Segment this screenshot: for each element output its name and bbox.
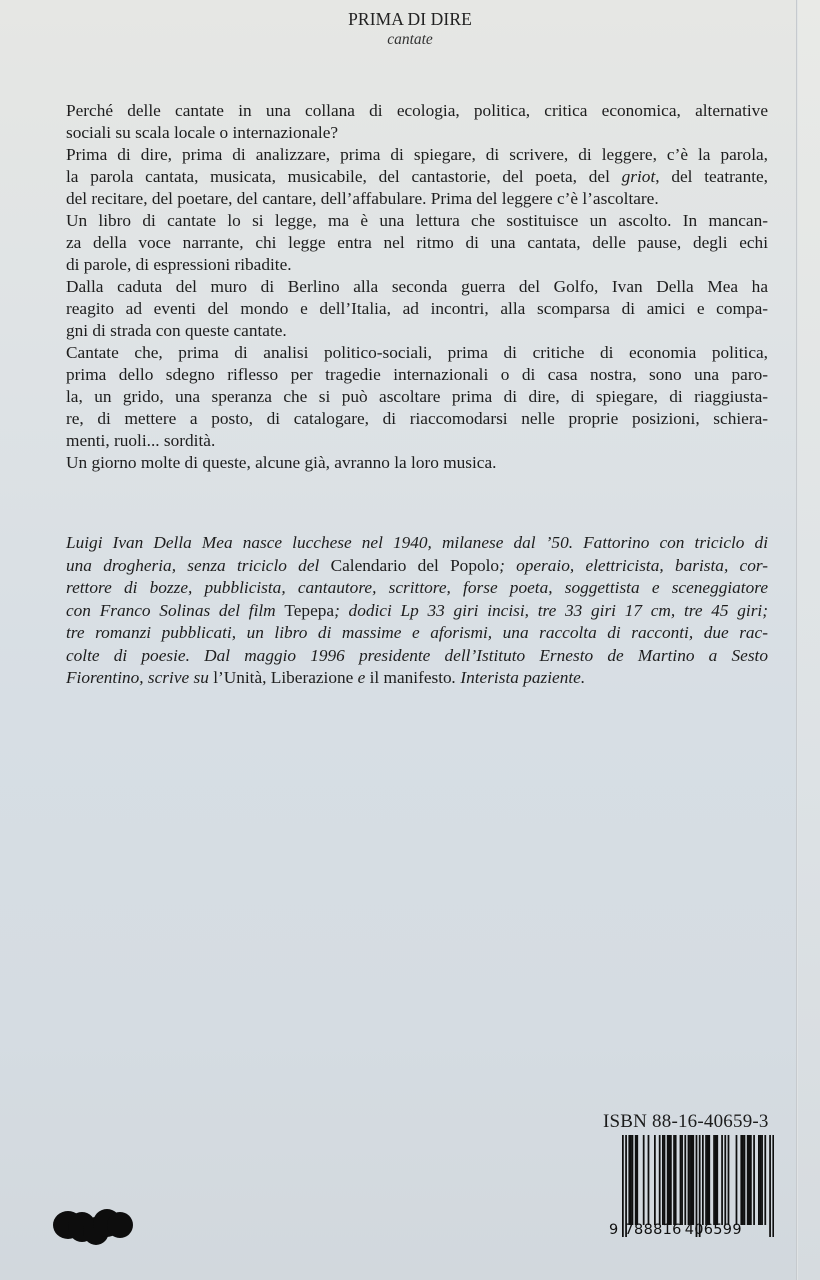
- barcode-bar: [635, 1135, 637, 1225]
- cover-fold-line: [796, 0, 798, 1280]
- barcode-bar: [736, 1135, 738, 1225]
- barcode-bar: [702, 1135, 704, 1225]
- blurb-line: prima dello sdegno riflesso per tragedie internazionali o di casa nostra, sono una paro-: [66, 365, 768, 384]
- barcode-prefix-digit: 9: [609, 1222, 619, 1238]
- blurb-line: [66, 166, 768, 188]
- bio-line: colte di poesie. Dal maggio 1996 presidente dell’Istituto Ernesto de Martino a Sesto: [66, 645, 768, 665]
- blurb-line: re, di mettere a posto, di catalogare, di riaccomodarsi nelle proprie posizioni, schiera-: [66, 409, 768, 428]
- bio-newspaper-title: l’Unità: [213, 668, 263, 687]
- barcode-bar: [636, 1135, 638, 1225]
- barcode-bar: [747, 1135, 749, 1225]
- barcode-bar: [688, 1135, 690, 1225]
- barcode-bar: [764, 1135, 766, 1225]
- barcode-number: [609, 1222, 742, 1238]
- bio-text: . Interista paziente.: [451, 668, 586, 687]
- bio-text: Fiorentino, scrive su: [66, 668, 214, 687]
- barcode-guard-bar: [769, 1135, 771, 1237]
- barcode-bar: [761, 1135, 763, 1225]
- barcode-bar: [716, 1135, 718, 1225]
- bio-film-title: Tepepa: [284, 600, 335, 620]
- bio-text: ,: [262, 668, 271, 687]
- bio-text: ; dodici Lp 33 giri incisi, tre 33 giri 17 cm, tre 45 giri;: [334, 600, 768, 620]
- ink-blot-mark: [52, 1205, 134, 1247]
- barcode-bar: [630, 1135, 632, 1225]
- barcode-bar: [689, 1135, 691, 1225]
- blurb-line: la, un grido, una speranza che si può ascoltare prima di dire, di spiegare, di riaggiusta-: [66, 387, 768, 406]
- blurb-line: del recitare, del poetare, del cantare, dell’affabulare. Prima del leggere c’è l’ascoltare.: [66, 189, 659, 208]
- bio-newspaper-title: il manifesto: [369, 668, 452, 687]
- isbn-label: ISBN 88-16-40659-3: [603, 1111, 769, 1132]
- barcode-bar: [670, 1135, 672, 1225]
- blurb-line: za della voce narrante, chi legge entra nel ritmo di una cantata, delle pause, degli echi: [66, 233, 768, 252]
- bio-text: e: [353, 668, 370, 687]
- bio-text: ; operaio, elettricista, barista, cor-: [499, 555, 768, 575]
- bio-line: Luigi Ivan Della Mea nasce lucchese nel 1940, milanese dal ’50. Fattorino con triciclo di: [66, 533, 768, 552]
- bio-publication-title: Calendario del Popolo: [330, 555, 500, 575]
- barcode-bar: [628, 1135, 630, 1225]
- barcode-bar: [728, 1135, 730, 1225]
- barcode-bar: [662, 1135, 664, 1225]
- bio-line: rettore di bozze, pubblicista, cantautore, scrittore, forse poeta, soggettista e sceneggiatore: [66, 578, 768, 597]
- barcode-bar: [705, 1135, 707, 1225]
- blurb-line: reagito ad eventi del mondo e dell’Italia, ad incontri, alla scomparsa di amici e compa-: [66, 299, 768, 318]
- bio-text: una drogheria, senza triciclo del: [66, 555, 331, 575]
- blurb-line: Perché delle cantate in una collana di ecologia, politica, critica economica, alternative: [66, 101, 768, 120]
- barcode-bar: [713, 1135, 715, 1225]
- barcode-left-digits: 788816: [624, 1222, 682, 1238]
- barcode-bar: [648, 1135, 650, 1225]
- barcode-bar: [744, 1135, 746, 1225]
- blurb-line: Cantate che, prima di analisi politico-sociali, prima di critiche di economia politica,: [66, 343, 768, 362]
- barcode-right-digits: 406599: [684, 1222, 742, 1238]
- blurb-line: Dalla caduta del muro di Berlino alla seconda guerra del Golfo, Ivan Della Mea ha: [66, 277, 768, 296]
- barcode-bar: [654, 1135, 656, 1225]
- back-cover-blurb: [66, 100, 768, 474]
- book-title: PRIMA DI DIRE: [348, 9, 472, 29]
- barcode-bar: [675, 1135, 677, 1225]
- blurb-line: Prima di dire, prima di analizzare, prima di spiegare, di scrivere, di leggere, c’è la parola,: [66, 145, 768, 164]
- barcode-bar: [724, 1135, 726, 1225]
- barcode-bar: [715, 1135, 717, 1225]
- blurb-line: gni di strada con queste cantate.: [66, 321, 287, 340]
- author-bio: [66, 532, 768, 690]
- barcode-bar: [760, 1135, 762, 1225]
- blurb-text: , del teatrante,: [655, 167, 768, 186]
- barcode-bar: [668, 1135, 670, 1225]
- barcode-bar: [692, 1135, 694, 1225]
- barcode-bar: [753, 1135, 755, 1225]
- barcode-bar: [708, 1135, 710, 1225]
- blurb-line: Un libro di cantate lo si legge, ma è una lettura che sostituisce un ascolto. In mancan-: [66, 211, 768, 230]
- book-edge: [798, 0, 820, 1280]
- barcode-bar: [721, 1135, 723, 1225]
- blurb-line: sociali su scala locale o internazionale?: [66, 123, 339, 142]
- blurb-line: menti, ruoli... sordità.: [66, 431, 216, 450]
- blurb-italic-term: griot: [621, 167, 656, 186]
- barcode-bar: [691, 1135, 693, 1225]
- barcode-bar: [673, 1135, 675, 1225]
- barcode-bar: [681, 1135, 683, 1225]
- blurb-line: Un giorno molte di queste, alcune già, avranno la loro musica.: [66, 453, 497, 472]
- bio-line: [66, 600, 768, 623]
- barcode-bar: [742, 1135, 744, 1225]
- bio-newspaper-title: Liberazione: [270, 668, 354, 687]
- bio-text: con Franco Solinas del film: [66, 600, 285, 620]
- barcode-bar: [680, 1135, 682, 1225]
- barcode-bar: [667, 1135, 669, 1225]
- barcode-bar: [750, 1135, 752, 1225]
- barcode-bar: [684, 1135, 686, 1225]
- barcode-bar: [643, 1135, 645, 1225]
- bio-line: [66, 667, 768, 690]
- barcode-bar: [632, 1135, 634, 1225]
- barcode-guard-bar: [772, 1135, 774, 1237]
- barcode-bar: [740, 1135, 742, 1225]
- bio-line: [66, 555, 768, 578]
- blurb-line: di parole, di espressioni ribadite.: [66, 255, 292, 274]
- barcode-bar: [664, 1135, 666, 1225]
- book-subtitle: cantate: [387, 31, 433, 48]
- barcode-bar: [748, 1135, 750, 1225]
- blurb-text: la parola cantata, musicata, musicabile, del cantastorie, del poeta, del: [66, 167, 622, 186]
- barcode-bar: [707, 1135, 709, 1225]
- bio-line: tre romanzi pubblicati, un libro di massime e aforismi, una raccolta di racconti, due rac-: [66, 623, 768, 642]
- barcode-bar: [659, 1135, 661, 1225]
- barcode-bar: [758, 1135, 760, 1225]
